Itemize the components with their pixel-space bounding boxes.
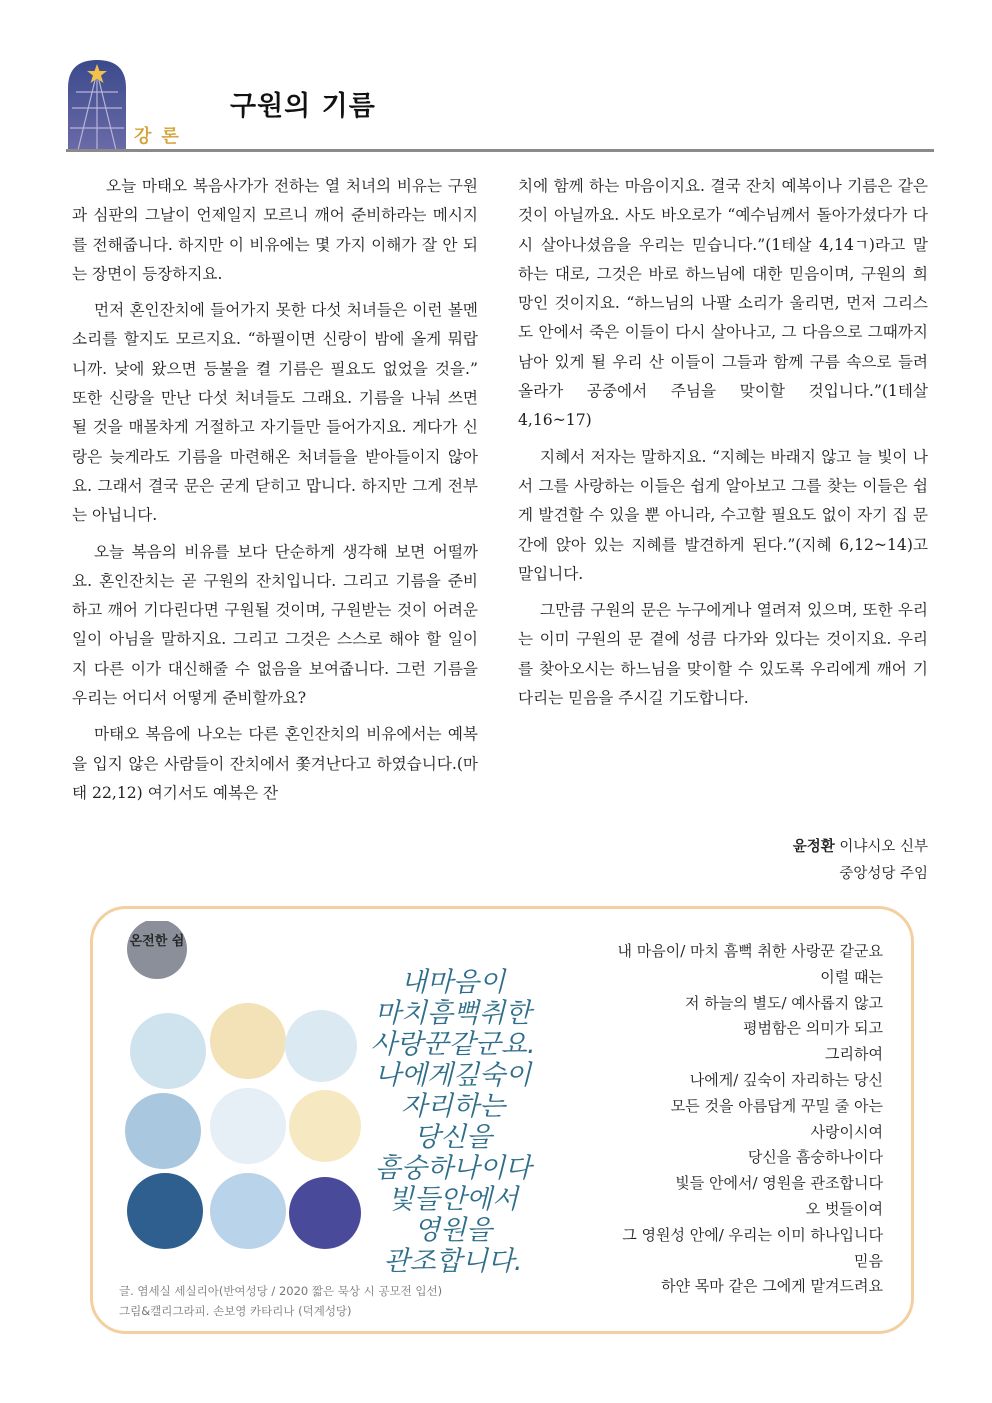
- poem-line: 그 영원성 안에/ 우리는 이미 하나입니다: [622, 1225, 883, 1244]
- calligraphy-text: [370, 967, 535, 1277]
- paragraph: 먼저 혼인잔치에 들어가지 못한 다섯 처녀들은 이런 볼멘소리를 할지도 모르지요. “하필이면 신랑이 밤에 올게 뭐랍니까. 낮에 왔으면 등불을 켤 기름은 필요도 없었을 것을.” 또한 신랑을 만난 다섯 처녀들도 그래요. 기름을 나눠 쓰면 될 것을 매몰차게 거절하고 자기들만 들어가지요. 게다가 신랑은 늦게라도 기름을 마련해온 처녀들을 받아들이지 않아요. 그래서 결국 문은 굳게 닫히고 맙니다. 하지만 그게 전부는 아닙니다.: [72, 301, 478, 525]
- poem-line: 저 하늘의 별도/ 예사롭지 않고: [684, 993, 883, 1012]
- calligraphy-line: 사랑꾼같군요.: [370, 1029, 536, 1060]
- calligraphy-line: 마치흠뻑취한: [374, 998, 532, 1029]
- section-label: 강론: [134, 126, 189, 147]
- poem-box: [90, 906, 914, 1334]
- logo-text: 온전한 쉼: [129, 934, 185, 949]
- poem-line: 평범함은 의미가 되고: [743, 1019, 883, 1038]
- watercolor-circles: [125, 1003, 361, 1249]
- article-header: [66, 58, 934, 152]
- poem-line: 모든 것을 아름답게 꾸밀 줄 아는: [670, 1096, 883, 1115]
- calligraphy-line: 자리하는: [400, 1091, 506, 1122]
- poem-line: 빛들 안에서/ 영원을 관조합니다: [675, 1174, 883, 1193]
- poem-line: 사랑이시여: [810, 1122, 883, 1141]
- calligraphy-line: 관조합니다.: [383, 1246, 523, 1277]
- poem-line: 하얀 목마 같은 그에게 맡겨드려요: [661, 1277, 883, 1296]
- calligraphy-line: 당신을: [413, 1122, 493, 1153]
- article-column-left: [72, 172, 478, 815]
- article-column-right: [518, 172, 928, 720]
- poem-line: 믿음: [854, 1251, 883, 1270]
- art-credit: 그림&캘리그라피. 손보영 카타리나 (덕계성당): [119, 1304, 352, 1318]
- author-title: 이냐시오 신부: [839, 839, 928, 855]
- poem-line: 오 벗들이여: [805, 1199, 883, 1218]
- calligraphy-line: 나에게깊숙이: [374, 1060, 532, 1091]
- calligraphy-line: 영원을: [413, 1215, 493, 1246]
- paragraph: 치에 함께 하는 마음이지요. 결국 잔치 예복이나 기름은 같은 것이 아닐까요. 사도 바오로가 “예수님께서 돌아가셨다가 다시 살아나셨음을 우리는 믿습니다.”(1테살 4,14ㄱ)라고 말하는 대로, 그것은 바로 하느님에 대한 믿음이며, 구원의 희망인 것이지요. “하느님의 나팔 소리가 울리면, 먼저 그리스도 안에서 죽은 이들이 다시 살아나고, 그 다음으로 그때까지 남아 있게 될 우리 산 이들이 그들과 함께 구름 속으로 들려 올라가 공중에서 주님을 맞이할 것입니다.”(1테살 4,16~17): [518, 177, 928, 430]
- paragraph: 오늘 복음의 비유를 보다 단순하게 생각해 보면 어떨까요. 혼인잔치는 곧 구원의 잔치입니다. 그리고 기름을 준비하고 깨어 기다린다면 구원될 것이며, 구원받는 것이 어려운 일이 아님을 말하지요. 그리고 그것은 스스로 해야 할 일이지 다른 이가 대신해줄 수 없음을 보여줍니다. 그런 기름을 우리는 어디서 어떻게 준비할까요?: [72, 542, 478, 708]
- calligraphy-line: 흠숭하나이다: [374, 1153, 532, 1184]
- author-signature: [600, 834, 928, 888]
- page-title: 구원의 기름: [230, 91, 376, 122]
- poem-line: 이럴 때는: [820, 967, 883, 986]
- poem-line: 그리하여: [825, 1045, 883, 1064]
- poem-line: 나에게/ 깊숙이 자리하는 당신: [689, 1070, 883, 1089]
- author-name: 윤정환: [792, 839, 835, 855]
- calligraphy-artwork: [113, 921, 563, 1299]
- author-position: 중앙성당 주임: [839, 866, 928, 882]
- paragraph: 지혜서 저자는 말하지요. “지혜는 바래지 않고 늘 빛이 나서 그를 사랑하는 이들은 쉽게 알아보고 그를 찾는 이들은 쉽게 발견할 수 있을 뿐 아니라, 수고할 필요도 없이 자기 집 문간에 앉아 있는 지혜를 발견하게 된다.”(지혜 6,12~14)고 말입니다.: [518, 447, 928, 583]
- calligraphy-line: 내마음이: [400, 967, 506, 998]
- poem-credit: 글. 염세실 세실리아(반여성당 / 2020 짧은 묵상 시 공모전 입선): [119, 1284, 443, 1298]
- paragraph: 그만큼 구원의 문은 누구에게나 열려져 있으며, 또한 우리는 이미 구원의 문 곁에 성큼 다가와 있다는 것이지요. 우리를 찾아오시는 하느님을 맞이할 수 있도록 우리에게 깨어 기다리는 믿음을 주시길 기도합니다.: [518, 601, 928, 708]
- calligraphy-line: 빛들안에서: [387, 1184, 519, 1215]
- poem-text: [543, 939, 883, 1300]
- paragraph: 마태오 복음에 나오는 다른 혼인잔치의 비유에서는 예복을 입지 않은 사람들이 잔치에서 쫓겨난다고 하였습니다.(마태 22,12) 여기서도 예복은 잔: [72, 725, 478, 802]
- poem-line: 당신을 흠숭하나이다: [747, 1148, 883, 1167]
- paragraph: 오늘 마태오 복음사가가 전하는 열 처녀의 비유는 구원과 심판의 그날이 언제일지 모르니 깨어 준비하라는 메시지를 전해줍니다. 하지만 이 비유에는 몇 가지 이해가 잘 안 되는 장면이 등장하지요.: [72, 177, 478, 283]
- poem-line: 내 마음이/ 마치 흠뻑 취한 사랑꾼 같군요: [617, 942, 883, 960]
- logo-badge: [127, 921, 187, 979]
- header-divider: [66, 149, 934, 152]
- stained-glass-icon: [66, 58, 128, 150]
